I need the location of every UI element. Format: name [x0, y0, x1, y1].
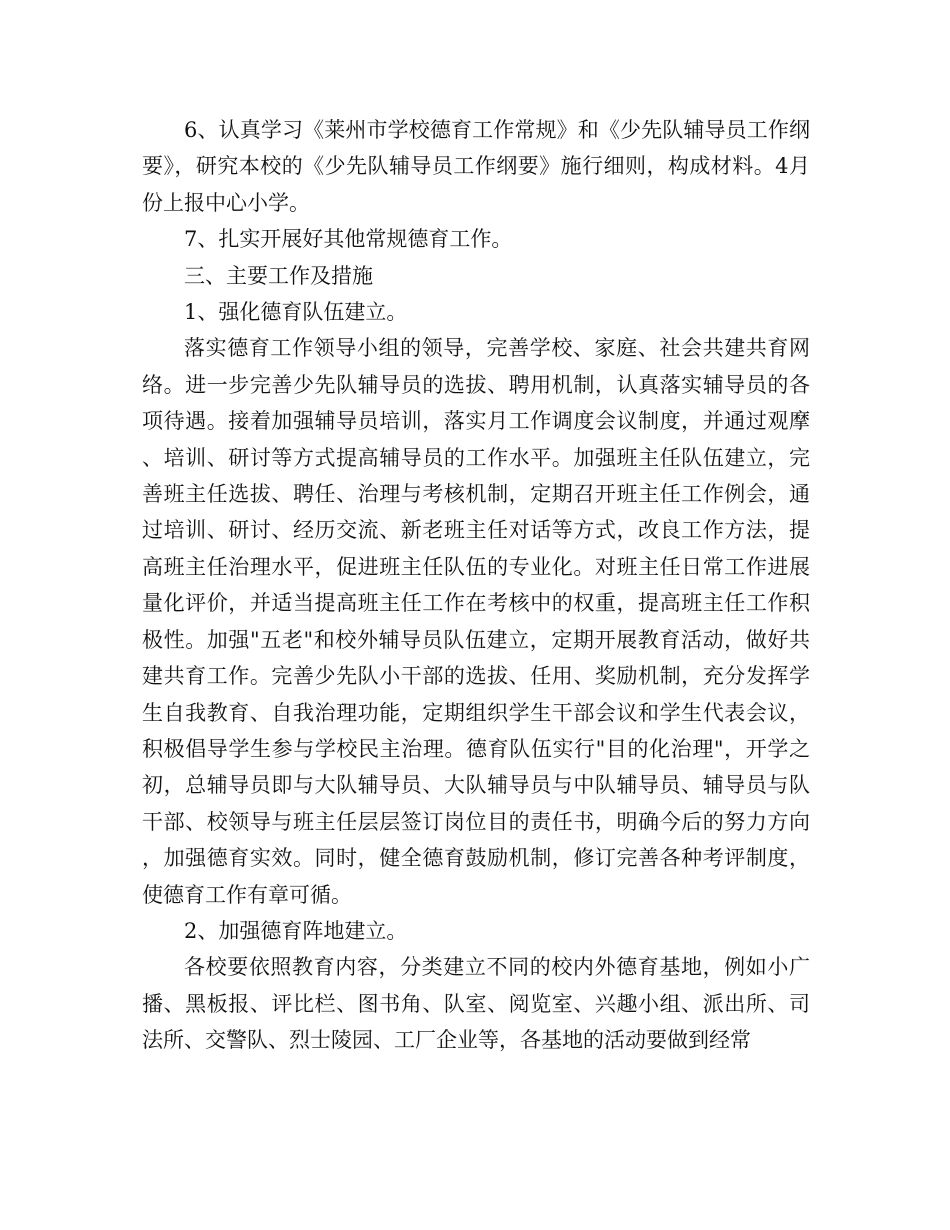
- paragraph-item-6: 6、认真学习《莱州市学校德育工作常规》和《少先队辅导员工作纲要》，研究本校的《少先队辅导员工作纲要》施行细则，构成材料。4月份上报中心小学。: [142, 118, 810, 215]
- document-body: [142, 112, 810, 1059]
- paragraph-team-building: 落实德育工作领导小组的领导，完善学校、家庭、社会共建共育网络。进一步完善少先队辅导员的选拔、聘用机制，认真落实辅导员的各项待遇。接着加强辅导员培训，落实月工作调度会议制度，并通过观摩、培训、研讨等方式提高辅导员的工作水平。加强班主任队伍建立，完善班主任选拔、聘任、治理与考核机制，定期召开班主任工作例会，通过培训、研讨、经历交流、新老班主任对话等方式，改良工作方法，提高班主任治理水平，促进班主任队伍的专业化。对班主任日常工作进展量化评价，并适当提高班主任工作在考核中的权重，提高班主任工作积极性。加强"五老"和校外辅导员队伍建立，定期开展教育活动，做好共建共育工作。完善少先队小干部的选拔、任用、奖励机制，充分发挥学生自我教育、自我治理功能，定期组织学生干部会议和学生代表会议，积极倡导学生参与学校民主治理。德育队伍实行"目的化治理"，开学之初，总辅导员即与大队辅导员、大队辅导员与中队辅导员、辅导员与队干部、校领导与班主任层层签订岗位目的责任书，明确今后的努力方向，加强德育实效。同时，健全德育鼓励机制，修订完善各种考评制度，使德育工作有章可循。: [142, 336, 810, 907]
- paragraph-base-building: 各校要依照教育内容，分类建立不同的校内外德育基地，例如小广播、黑板报、评比栏、图书角、队室、阅览室、兴趣小组、派出所、司法所、交警队、烈士陵园、工厂企业等，各基地的活动要做到经常: [142, 955, 810, 1053]
- subheading-team-building: 1、强化德育队伍建立。: [184, 300, 408, 325]
- subheading-base-building: 2、加强德育阵地建立。: [184, 918, 408, 943]
- section-heading-main-work: 三、主要工作及措施: [184, 263, 373, 288]
- paragraph-item-7: 7、扎实开展好其他常规德育工作。: [184, 227, 513, 252]
